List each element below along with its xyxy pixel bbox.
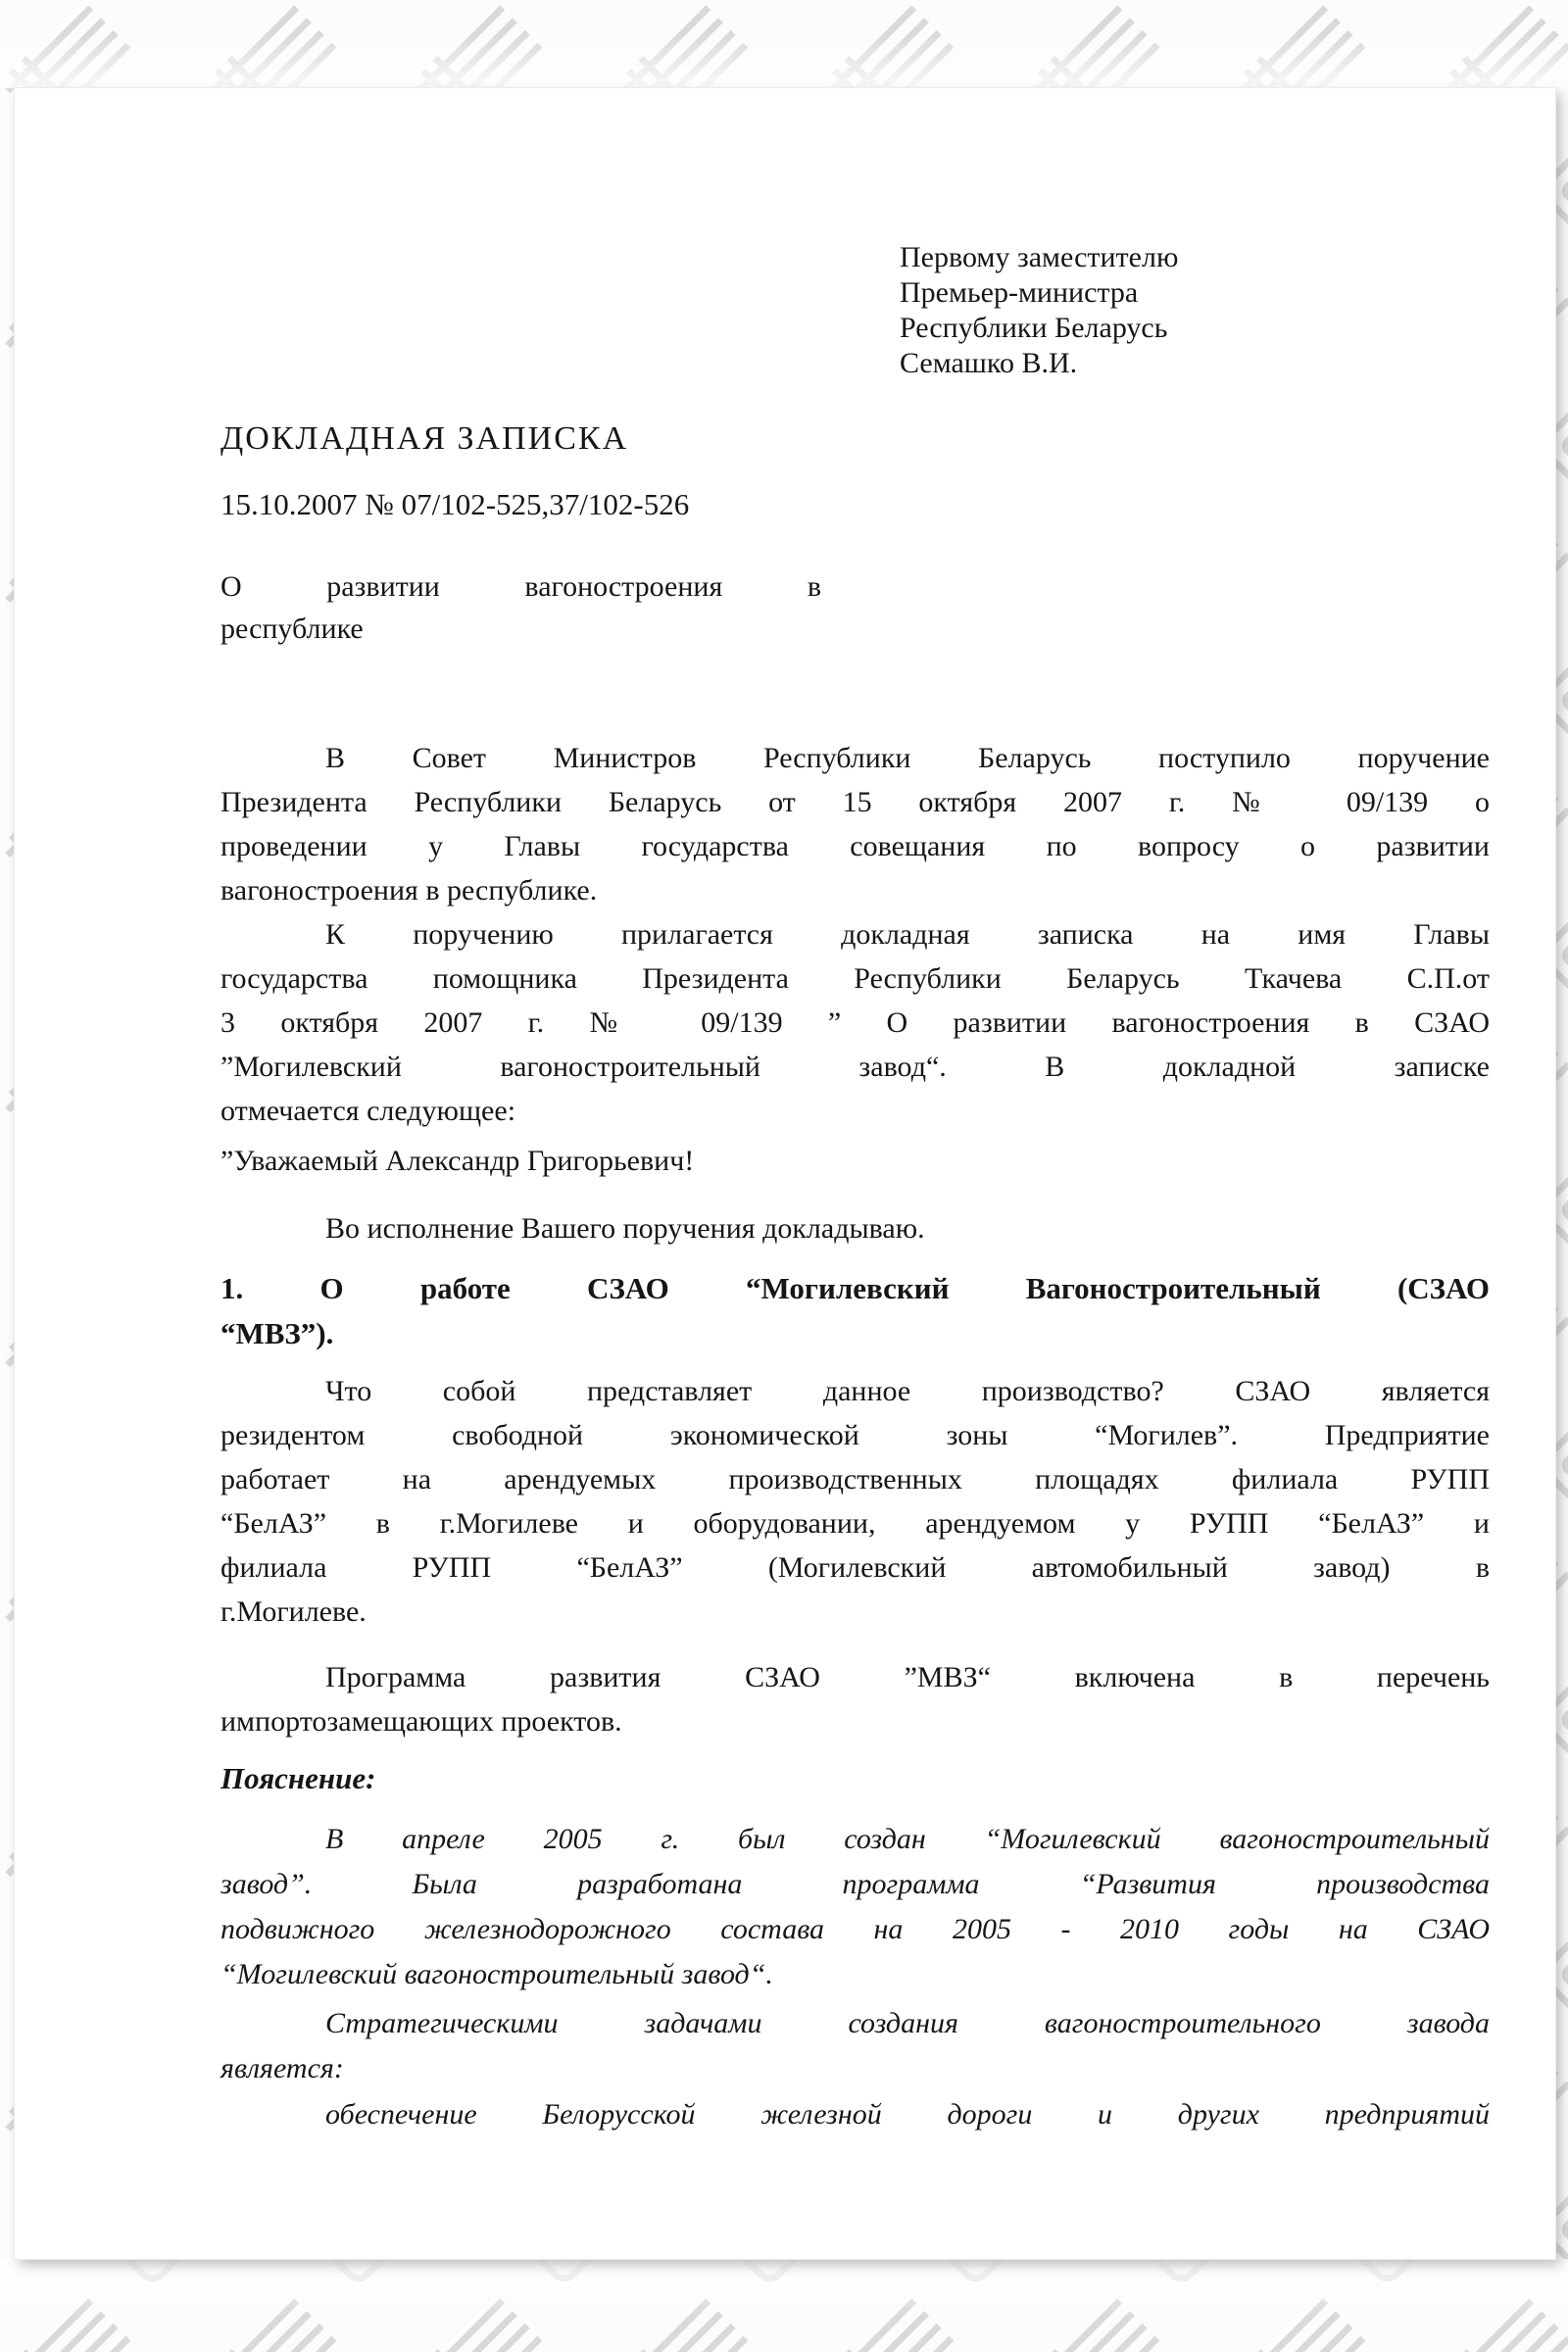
document-content [220,88,1490,2137]
text-line: В Совет Министров Республики Беларусь поступило поручение [325,742,1490,774]
text-line: “Могилевский вагоностроительный завод“. [220,1958,773,1990]
text-line: Что собой представляет данное производство? СЗАО является [325,1375,1490,1407]
text-line: ”Могилевский вагоностроительный завод“. В докладной записке [220,1051,1490,1083]
para-incoming-instruction [220,736,1490,912]
text-line: г.Могилеве. [220,1595,367,1628]
text-line: работает на арендуемых производственных площадях филиала РУПП [220,1463,1490,1495]
text-line: подвижного железнодорожного состава на 2005 - 2010 годы на СЗАО [220,1913,1490,1945]
addressee-block [900,240,1490,381]
document-body [220,736,1490,2137]
salutation-line [220,1139,1490,1183]
addressee-line: Семашко В.И. [900,347,1078,379]
para-production-description [220,1369,1490,1634]
para-attached-memo [220,912,1490,1133]
text-line: обеспечение Белорусской железной дороги и других предприятий [325,2098,1490,2131]
text-line: резидентом свободной экономической зоны “Могилев”. Предприятие [220,1419,1490,1451]
subject-line: О развитии вагоностроения в [220,570,821,603]
text-line: импортозамещающих проектов. [220,1705,622,1738]
document-subject [220,565,821,650]
text-line: государства помощника Президента Республики Беларусь Ткачева С.П.от [220,962,1490,995]
text-line: Пояснение: [220,1761,376,1795]
section-1-heading [220,1266,1490,1356]
para-plant-history [220,1817,1490,1997]
text-line: “МВЗ”). [220,1316,334,1350]
text-line: 1. О работе СЗАО “Могилевский Вагоностроительный (СЗАО [220,1271,1490,1305]
para-task-supply [220,2092,1490,2137]
text-line: является: [220,2052,344,2084]
text-line: В апреле 2005 г. был создан “Могилевский вагоностроительный [325,1823,1490,1855]
text-line: отмечается следующее: [220,1095,516,1127]
text-line: К поручению прилагается докладная записка на имя Главы [325,918,1490,951]
subject-line: республике [220,612,364,645]
addressee-line: Республики Беларусь [900,312,1168,344]
addressee-line: Первому заместителю [900,241,1179,273]
text-line: филиала РУПП “БелАЗ” (Могилевский автомобильный завод) в [220,1551,1490,1584]
text-line: Президента Республики Беларусь от 15 октября 2007 г. № 09/139 о [220,786,1490,818]
text-line: Стратегическими задачами создания вагоностроительного завода [325,2007,1490,2039]
text-line: ”Уважаемый Александр Григорьевич! [220,1145,695,1177]
report-intro-line [220,1206,1490,1250]
document-title: ДОКЛАДНАЯ ЗАПИСКА [220,420,629,457]
text-line: Во исполнение Вашего поручения докладываю. [325,1212,925,1245]
text-line: проведении у Главы государства совещания по вопросу о развитии [220,830,1490,862]
text-line: “БелАЗ” в г.Могилеве и оборудовании, арендуемом у РУПП “БелАЗ” и [220,1507,1490,1540]
para-import-substitution [220,1655,1490,1743]
text-line: 3 октября 2007 г. № 09/139 ” О развитии вагоностроения в СЗАО [220,1006,1490,1039]
document-number-date: 15.10.2007 № 07/102-525,37/102-526 [220,487,690,521]
note-label [220,1756,1490,1801]
text-line: Программа развития СЗАО ”МВЗ“ включена в перечень [325,1661,1490,1693]
text-line: завод”. Была разработана программа “Развития производства [220,1868,1490,1900]
document-page [15,88,1555,2259]
para-strategic-tasks [220,2001,1490,2091]
addressee-line: Премьер-министра [900,276,1139,309]
text-line: вагоностроения в республике. [220,874,598,906]
